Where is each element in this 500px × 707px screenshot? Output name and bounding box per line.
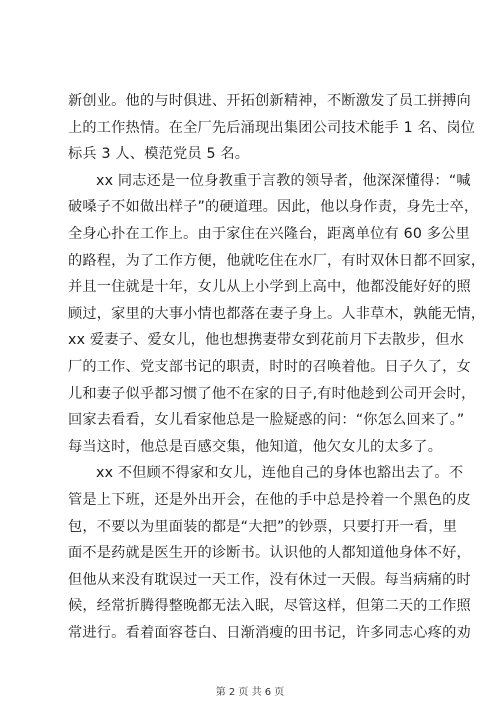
paragraph-start-line: xx 不但顾不得家和女儿，连他自己的身体也豁出去了。不 [96, 465, 464, 482]
document-body [68, 88, 486, 646]
text-line: 上的工作热情。在全厂先后涌现出集团公司技术能手 1 名、岗位 [68, 119, 476, 136]
text-line: 包，不要以为里面装的都是“大把”的钞票，只要打开一看，里 [68, 518, 458, 535]
text-line: 但他从来没有耽误过一天工作，没有休过一天假。每当病痛的时 [68, 571, 471, 588]
text-line: 新创业。他的与时俱进、开拓创新精神，不断激发了员工拼搏向 [68, 93, 471, 109]
text-line: 常进行。看着面容苍白、日渐消瘦的田书记，许多同志心疼的劝 [68, 624, 471, 641]
text-line: 并且一住就是十年，女儿从上小学到上高中，他都没能好好的照 [68, 279, 471, 296]
text-line: xx 爱妻子、爱女儿，他也想携妻带女到花前月下去散步，但水 [68, 332, 464, 349]
text-line: 儿和妻子似乎都习惯了他不在家的日子,有时他趁到公司开会时， [68, 385, 476, 402]
text-line: 的路程，为了工作方便，他就吃住在水厂，有时双休日都不回家， [68, 252, 486, 269]
text-line: 候，经常折腾得整晚都无法入眠，尽管这样，但第二天的工作照 [68, 598, 471, 615]
text-line: 管是上下班，还是外出开会，在他的手中总是拎着一个黑色的皮 [68, 491, 471, 508]
text-line: 标兵 3 人、模范党员 5 名。 [68, 146, 250, 163]
text-line: 每当这时，他总是百感交集，他知道，他欠女儿的太多了。 [68, 438, 443, 455]
page-number-footer: 第 2 页 共 6 页 [215, 687, 285, 698]
text-line: 厂的工作、党支部书记的职责，时时的召唤着他。日子久了，女 [68, 358, 471, 375]
text-line: 全身心扑在工作上。由于家住在兴隆台，距离单位有 60 多公里 [68, 225, 470, 242]
text-line: 顾过，家里的大事小情也都落在妻子身上。人非草木，孰能无情， [68, 305, 486, 322]
text-line: 破嗓子不如做出样子”的硬道理。因此，他以身作责，身先士卒， [68, 199, 479, 216]
text-line: 面不是药就是医生开的诊断书。认识他的人都知道他身体不好， [68, 545, 471, 562]
text-line: 回家去看看，女儿看家他总是一脸疑惑的问：“你怎么回来了。” [68, 412, 465, 429]
paragraph-start-line: xx 同志还是一位身教重于言教的领导者，他深深懂得：“喊 [96, 172, 471, 189]
